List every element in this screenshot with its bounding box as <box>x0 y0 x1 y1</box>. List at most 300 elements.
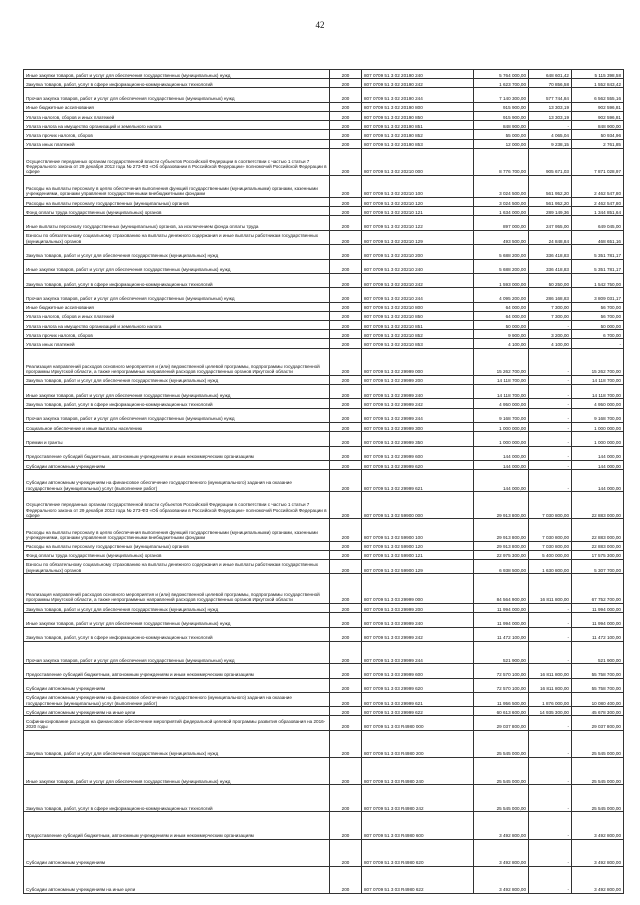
table-row <box>24 812 624 839</box>
table-row <box>24 348 624 375</box>
row-approved-amount-cell: 1 634 000,00 <box>474 207 529 216</box>
row-name-cell: Субсидии автономным учреждениям на финансовое обеспечение государственного (муниципального) задания на оказание государственных (муниципальных) услуг (выполнение работ) <box>24 470 330 492</box>
row-approved-amount-cell: 29 913 800,00 <box>474 492 529 519</box>
row-classification-code-cell: 807 0709 51 3 03 R4980 242 <box>362 785 474 812</box>
row-admin-code-cell: 200 <box>330 348 362 375</box>
row-name-cell: Социальное обеспечение и иные выплаты населению <box>24 422 330 431</box>
row-remaining-amount-cell: 5 351 781,17 <box>572 245 624 259</box>
row-name-cell: Прочая закупка товаров, работ и услуг для обеспечения государственных (муниципальных) нужд <box>24 408 330 422</box>
row-remaining-amount-cell: 5 307 700,00 <box>572 559 624 573</box>
row-executed-amount-cell: 70 856,58 <box>529 79 572 88</box>
row-approved-amount-cell: 3 024 500,00 <box>474 175 529 197</box>
page-number: 42 <box>315 20 325 30</box>
row-classification-code-cell: 807 0709 51 3 02 29999 244 <box>362 408 474 422</box>
table-row <box>24 207 624 216</box>
table-row <box>24 139 624 148</box>
table-row <box>24 375 624 384</box>
row-remaining-amount-cell: 3 492 800,00 <box>572 812 624 839</box>
row-classification-code-cell: 807 0709 51 3 02 20210 240 <box>362 259 474 273</box>
table-row <box>24 102 624 111</box>
row-executed-amount-cell: - <box>529 613 572 627</box>
row-name-cell: Закупка товаров, работ, услуг в сфере информационно-коммуникационных технологий <box>24 399 330 408</box>
table-row <box>24 148 624 175</box>
row-admin-code-cell: 200 <box>330 432 362 446</box>
row-admin-code-cell: 200 <box>330 79 362 88</box>
table-row <box>24 432 624 446</box>
table-row <box>24 302 624 311</box>
table-row <box>24 339 624 348</box>
table-row <box>24 70 624 79</box>
row-remaining-amount-cell: 1 542 750,00 <box>572 273 624 287</box>
row-classification-code-cell: 807 0709 51 3 02 20210 851 <box>362 321 474 330</box>
row-name-cell: Закупка товаров, работ, услуг в сфере информационно-коммуникационных технологий <box>24 273 330 287</box>
row-classification-code-cell: 807 0709 51 3 03 29999 622 <box>362 707 474 716</box>
row-remaining-amount-cell: 521 900,00 <box>572 642 624 664</box>
row-remaining-amount-cell: 56 700,00 <box>572 311 624 320</box>
row-remaining-amount-cell: 11 472 100,00 <box>572 627 624 641</box>
row-name-cell: Прочая закупка товаров, работ и услуг для обеспечения государственных (муниципальных) нужд <box>24 288 330 302</box>
row-name-cell: Расходы на выплаты персоналу государственных (муниципальных) органов <box>24 541 330 550</box>
row-admin-code-cell: 200 <box>330 541 362 550</box>
row-remaining-amount-cell: 6 700,00 <box>572 330 624 339</box>
row-admin-code-cell: 200 <box>330 422 362 431</box>
table-row <box>24 175 624 197</box>
row-name-cell: Осуществление переданных органам государственной власти субъектов Российской Федерации в соответствии с частью 1 статьи 7 Федерального закона от 29 декабря 2012 года № 273-ФЗ «Об образовании в Российской Федерации» полномочий Российской Федерации в сфере <box>24 492 330 519</box>
table-row <box>24 399 624 408</box>
row-approved-amount-cell: 8 776 700,00 <box>474 148 529 175</box>
row-classification-code-cell: 807 0709 51 3 02 20190 850 <box>362 111 474 120</box>
row-executed-amount-cell: 4 065,04 <box>529 130 572 139</box>
row-name-cell: Реализация направлений расходов основного мероприятия и (или) ведомственной целевой программы, подпрограммы государственной программы Иркутской области, а также непрограммных направлений расходов государственных органов Иркутской области <box>24 348 330 375</box>
row-executed-amount-cell: - <box>529 321 572 330</box>
table-row <box>24 288 624 302</box>
row-admin-code-cell: 200 <box>330 716 362 730</box>
row-executed-amount-cell: 7 030 800,00 <box>529 541 572 550</box>
row-approved-amount-cell: 15 262 700,00 <box>474 348 529 375</box>
row-executed-amount-cell: 4 100,00 <box>529 339 572 348</box>
row-name-cell: Закупка товаров, работ и услуг для обеспечения государственных (муниципальных) нужд <box>24 245 330 259</box>
row-name-cell: Уплата прочих налогов, сборов <box>24 330 330 339</box>
row-executed-amount-cell: 5 400 000,00 <box>529 550 572 559</box>
row-remaining-amount-cell: 902 596,81 <box>572 111 624 120</box>
table-row <box>24 311 624 320</box>
row-remaining-amount-cell: 468 651,16 <box>572 230 624 244</box>
table-row <box>24 408 624 422</box>
row-admin-code-cell: 200 <box>330 311 362 320</box>
row-remaining-amount-cell: 56 700,00 <box>572 302 624 311</box>
row-remaining-amount-cell: 5 351 781,17 <box>572 259 624 273</box>
row-admin-code-cell: 200 <box>330 559 362 573</box>
row-admin-code-cell: 200 <box>330 302 362 311</box>
row-name-cell: Прочая закупка товаров, работ и услуг для обеспечения государственных (муниципальных) нужд <box>24 88 330 102</box>
row-remaining-amount-cell: 1 000 000,00 <box>572 422 624 431</box>
row-executed-amount-cell: - <box>529 422 572 431</box>
row-approved-amount-cell: 9 900,00 <box>474 330 529 339</box>
row-admin-code-cell: 200 <box>330 230 362 244</box>
row-classification-code-cell: 807 0709 51 3 02 20210 852 <box>362 330 474 339</box>
row-executed-amount-cell: - <box>529 866 572 893</box>
row-admin-code-cell: 200 <box>330 148 362 175</box>
row-classification-code-cell: 807 0709 51 3 02 20210 000 <box>362 148 474 175</box>
row-executed-amount-cell: 289 149,36 <box>529 207 572 216</box>
row-admin-code-cell: 200 <box>330 574 362 604</box>
row-classification-code-cell: 807 0709 51 3 02 20210 120 <box>362 197 474 206</box>
row-admin-code-cell: 200 <box>330 216 362 230</box>
row-admin-code-cell: 200 <box>330 175 362 197</box>
row-approved-amount-cell: 14 118 700,00 <box>474 375 529 384</box>
row-executed-amount-cell: 50 250,00 <box>529 273 572 287</box>
row-name-cell: Фонд оплаты труда государственных (муниципальных) органов <box>24 207 330 216</box>
row-remaining-amount-cell: 2 761,85 <box>572 139 624 148</box>
row-classification-code-cell: 807 0709 51 3 02 20210 800 <box>362 302 474 311</box>
row-approved-amount-cell: 144 000,00 <box>474 470 529 492</box>
row-remaining-amount-cell: - <box>572 339 624 348</box>
row-executed-amount-cell: - <box>529 730 572 757</box>
row-name-cell: Иные выплаты персоналу государственных (муниципальных) органов, за исключением фонда оплаты труда <box>24 216 330 230</box>
row-admin-code-cell: 200 <box>330 259 362 273</box>
table-row <box>24 273 624 287</box>
row-approved-amount-cell: 5 688 200,00 <box>474 259 529 273</box>
row-approved-amount-cell: 29 913 800,00 <box>474 541 529 550</box>
table-row <box>24 492 624 519</box>
row-name-cell: Взносы по обязательному социальному страхованию на выплаты денежного содержания и иные выплаты работникам государственных (муниципальных) органов <box>24 559 330 573</box>
row-classification-code-cell: 807 0709 51 3 03 R4980 200 <box>362 730 474 757</box>
row-classification-code-cell: 807 0709 51 3 03 R4980 620 <box>362 839 474 866</box>
row-admin-code-cell: 200 <box>330 519 362 541</box>
row-approved-amount-cell: 6 938 500,00 <box>474 559 529 573</box>
row-executed-amount-cell: - <box>529 408 572 422</box>
row-executed-amount-cell: - <box>529 470 572 492</box>
row-remaining-amount-cell: 1 344 851,64 <box>572 207 624 216</box>
row-remaining-amount-cell: 29 037 800,00 <box>572 716 624 730</box>
row-remaining-amount-cell: 55 758 700,00 <box>572 678 624 692</box>
row-classification-code-cell: 807 0709 51 3 02 59900 121 <box>362 550 474 559</box>
row-admin-code-cell: 200 <box>330 492 362 519</box>
row-approved-amount-cell: 1 623 700,00 <box>474 79 529 88</box>
row-name-cell: Реализация направлений расходов основного мероприятия и (или) ведомственной целевой программы, подпрограммы государственной программы Иркутской области, а также непрограммных направлений расходов государственных органов Иркутской области <box>24 574 330 604</box>
row-admin-code-cell: 200 <box>330 70 362 79</box>
row-remaining-amount-cell: 144 000,00 <box>572 470 624 492</box>
row-admin-code-cell: 200 <box>330 330 362 339</box>
table-row <box>24 613 624 627</box>
row-admin-code-cell: 200 <box>330 88 362 102</box>
row-executed-amount-cell: - <box>529 375 572 384</box>
table-row <box>24 707 624 716</box>
row-admin-code-cell: 200 <box>330 604 362 613</box>
row-name-cell: Закупка товаров, работ, услуг в сфере информационно-коммуникационных технологий <box>24 79 330 88</box>
row-classification-code-cell: 807 0709 51 3 02 59900 129 <box>362 559 474 573</box>
row-name-cell: Иные бюджетные ассигнования <box>24 302 330 311</box>
row-remaining-amount-cell: 3 492 800,00 <box>572 866 624 893</box>
row-admin-code-cell: 200 <box>330 707 362 716</box>
row-executed-amount-cell: 648 601,42 <box>529 70 572 79</box>
row-classification-code-cell: 807 0709 51 3 02 29999 350 <box>362 432 474 446</box>
row-classification-code-cell: 807 0709 51 3 02 29999 000 <box>362 348 474 375</box>
row-remaining-amount-cell: 1 000 000,00 <box>572 432 624 446</box>
row-classification-code-cell: 807 0709 51 3 03 R4980 240 <box>362 758 474 785</box>
row-admin-code-cell: 200 <box>330 642 362 664</box>
row-approved-amount-cell: 11 956 500,00 <box>474 692 529 706</box>
row-admin-code-cell: 200 <box>330 288 362 302</box>
row-remaining-amount-cell: 3 809 031,17 <box>572 288 624 302</box>
row-admin-code-cell: 200 <box>330 197 362 206</box>
row-remaining-amount-cell: 649 045,00 <box>572 216 624 230</box>
row-remaining-amount-cell: 10 080 400,00 <box>572 692 624 706</box>
row-approved-amount-cell: 3 492 800,00 <box>474 812 529 839</box>
row-classification-code-cell: 807 0709 51 3 03 29999 244 <box>362 642 474 664</box>
row-classification-code-cell: 807 0709 51 3 03 R4980 622 <box>362 866 474 893</box>
row-classification-code-cell: 807 0709 51 3 02 59900 120 <box>362 541 474 550</box>
table-row <box>24 730 624 757</box>
row-name-cell: Закупка товаров, работ и услуг для обеспечения государственных (муниципальных) нужд <box>24 730 330 757</box>
row-classification-code-cell: 807 0709 51 3 02 29999 240 <box>362 385 474 399</box>
row-remaining-amount-cell: 1 552 843,42 <box>572 79 624 88</box>
row-executed-amount-cell: 7 030 800,00 <box>529 492 572 519</box>
row-executed-amount-cell: 561 952,20 <box>529 197 572 206</box>
row-name-cell: Уплата иных платежей <box>24 339 330 348</box>
row-admin-code-cell: 200 <box>330 375 362 384</box>
table-row <box>24 216 624 230</box>
row-approved-amount-cell: 1 000 000,00 <box>474 422 529 431</box>
row-classification-code-cell: 807 0709 51 3 02 20210 244 <box>362 288 474 302</box>
table-row <box>24 385 624 399</box>
table-row <box>24 130 624 139</box>
row-classification-code-cell: 807 0709 51 3 03 29999 600 <box>362 664 474 678</box>
row-approved-amount-cell: 144 000,00 <box>474 446 529 460</box>
row-approved-amount-cell: 64 000,00 <box>474 302 529 311</box>
row-remaining-amount-cell: 902 596,81 <box>572 102 624 111</box>
row-approved-amount-cell: 5 688 200,00 <box>474 245 529 259</box>
row-name-cell: Фонд оплаты труда государственных (муниципальных) органов <box>24 550 330 559</box>
row-classification-code-cell: 807 0709 51 3 02 20190 240 <box>362 70 474 79</box>
row-executed-amount-cell: 1 630 800,00 <box>529 559 572 573</box>
table-row <box>24 627 624 641</box>
row-name-cell: Иные закупки товаров, работ и услуг для обеспечения государственных (муниципальных) нужд <box>24 613 330 627</box>
row-admin-code-cell: 200 <box>330 139 362 148</box>
row-classification-code-cell: 807 0709 51 3 02 59900 000 <box>362 492 474 519</box>
row-remaining-amount-cell: 144 000,00 <box>572 460 624 469</box>
row-executed-amount-cell: 247 955,00 <box>529 216 572 230</box>
row-classification-code-cell: 807 0709 51 3 02 20190 242 <box>362 79 474 88</box>
row-remaining-amount-cell: 25 545 000,00 <box>572 758 624 785</box>
row-admin-code-cell: 200 <box>330 121 362 130</box>
row-remaining-amount-cell: 14 118 700,00 <box>572 385 624 399</box>
row-executed-amount-cell: - <box>529 758 572 785</box>
row-executed-amount-cell: 577 744,84 <box>529 88 572 102</box>
row-executed-amount-cell: - <box>529 839 572 866</box>
row-name-cell: Расходы на выплаты персоналу в целях обеспечения выполнения функций государственными (муниципальными) органами, казенными учреждениями, органами управления государственными внебюджетными фондами <box>24 519 330 541</box>
row-remaining-amount-cell: 22 883 000,00 <box>572 519 624 541</box>
row-classification-code-cell: 807 0709 51 3 02 20210 129 <box>362 230 474 244</box>
row-name-cell: Иные бюджетные ассигнования <box>24 102 330 111</box>
row-classification-code-cell: 807 0709 51 3 02 20210 100 <box>362 175 474 197</box>
row-admin-code-cell: 200 <box>330 130 362 139</box>
row-name-cell: Осуществление переданных органам государственной власти субъектов Российской Федерации в соответствии с частью 1 статьи 7 Федерального закона от 29 декабря 2012 года № 273-ФЗ «Об образовании в Российской Федерации» полномочий Российской Федерации в сфере <box>24 148 330 175</box>
row-name-cell: Уплата прочих налогов, сборов <box>24 130 330 139</box>
row-name-cell: Закупка товаров, работ и услуг для обеспечения государственных (муниципальных) нужд <box>24 375 330 384</box>
row-approved-amount-cell: 7 140 300,00 <box>474 88 529 102</box>
row-admin-code-cell: 200 <box>330 385 362 399</box>
row-executed-amount-cell: - <box>529 348 572 375</box>
row-classification-code-cell: 807 0709 51 3 03 29999 620 <box>362 678 474 692</box>
row-remaining-amount-cell: 2 462 547,80 <box>572 197 624 206</box>
row-classification-code-cell: 807 0709 51 3 03 29999 242 <box>362 627 474 641</box>
row-approved-amount-cell: 25 545 000,00 <box>474 785 529 812</box>
row-remaining-amount-cell: 2 462 547,80 <box>572 175 624 197</box>
table-row <box>24 460 624 469</box>
row-classification-code-cell: 807 0709 51 3 02 20190 852 <box>362 130 474 139</box>
row-approved-amount-cell: 29 913 800,00 <box>474 519 529 541</box>
table-row <box>24 259 624 273</box>
row-admin-code-cell: 200 <box>330 613 362 627</box>
row-executed-amount-cell: 561 952,20 <box>529 175 572 197</box>
row-approved-amount-cell: 55 000,00 <box>474 130 529 139</box>
table-row <box>24 550 624 559</box>
row-classification-code-cell: 807 0709 51 3 02 59900 100 <box>362 519 474 541</box>
row-admin-code-cell: 200 <box>330 758 362 785</box>
table-row <box>24 839 624 866</box>
row-name-cell: Иные закупки товаров, работ и услуг для обеспечения государственных (муниципальных) нужд <box>24 758 330 785</box>
row-approved-amount-cell: 4 950 000,00 <box>474 399 529 408</box>
table-row <box>24 470 624 492</box>
row-executed-amount-cell: - <box>529 460 572 469</box>
row-name-cell: Предоставление субсидий бюджетным, автономным учреждениям и иным некоммерческим организациям <box>24 812 330 839</box>
row-executed-amount-cell: 336 418,83 <box>529 245 572 259</box>
row-name-cell: Закупка товаров, работ, услуг в сфере информационно-коммуникационных технологий <box>24 785 330 812</box>
row-remaining-amount-cell: 50 000,00 <box>572 321 624 330</box>
table-row <box>24 79 624 88</box>
row-approved-amount-cell: 25 545 000,00 <box>474 730 529 757</box>
row-name-cell: Софинансирование расходов на финансовое обеспечение мероприятий федеральной целевой программы развития образования на 2016-2020 годы <box>24 716 330 730</box>
row-executed-amount-cell: 16 811 800,00 <box>529 678 572 692</box>
row-remaining-amount-cell: 14 118 700,00 <box>572 375 624 384</box>
budget-table-body <box>24 70 624 894</box>
row-classification-code-cell: 807 0709 51 3 02 20210 200 <box>362 245 474 259</box>
row-remaining-amount-cell: 50 934,96 <box>572 130 624 139</box>
row-classification-code-cell: 807 0709 51 3 03 R4980 000 <box>362 716 474 730</box>
row-name-cell: Расходы на выплаты персоналу в целях обеспечения выполнения функций государственными (муниципальными) органами, казенными учреждениями, органами управления государственными внебюджетными фондами <box>24 175 330 197</box>
row-executed-amount-cell: 9 238,15 <box>529 139 572 148</box>
row-approved-amount-cell: 915 900,00 <box>474 102 529 111</box>
row-executed-amount-cell: - <box>529 716 572 730</box>
row-executed-amount-cell: - <box>529 385 572 399</box>
row-classification-code-cell: 807 0709 51 3 03 29999 200 <box>362 604 474 613</box>
row-executed-amount-cell: - <box>529 432 572 446</box>
row-admin-code-cell: 200 <box>330 399 362 408</box>
row-name-cell: Уплата иных платежей <box>24 139 330 148</box>
row-classification-code-cell: 807 0709 51 3 02 20210 242 <box>362 273 474 287</box>
row-approved-amount-cell: 64 000,00 <box>474 311 529 320</box>
row-executed-amount-cell: - <box>529 785 572 812</box>
row-admin-code-cell: 200 <box>330 207 362 216</box>
table-row <box>24 446 624 460</box>
table-row <box>24 330 624 339</box>
table-row <box>24 321 624 330</box>
row-approved-amount-cell: 11 472 100,00 <box>474 627 529 641</box>
row-approved-amount-cell: 11 994 000,00 <box>474 613 529 627</box>
row-executed-amount-cell: - <box>529 812 572 839</box>
row-classification-code-cell: 807 0709 51 3 02 29999 600 <box>362 446 474 460</box>
row-approved-amount-cell: 4 100,00 <box>474 339 529 348</box>
row-name-cell: Субсидии автономным учреждениям <box>24 839 330 866</box>
row-executed-amount-cell: - <box>529 121 572 130</box>
row-admin-code-cell: 200 <box>330 339 362 348</box>
table-row <box>24 422 624 431</box>
row-name-cell: Предоставление субсидий бюджетным, автономным учреждениям и иным некоммерческим организациям <box>24 664 330 678</box>
row-classification-code-cell: 807 0709 51 3 02 20190 244 <box>362 88 474 102</box>
row-name-cell: Премии и гранты <box>24 432 330 446</box>
table-row <box>24 559 624 573</box>
row-admin-code-cell: 200 <box>330 678 362 692</box>
row-name-cell: Взносы по обязательному социальному страхованию на выплаты денежного содержания и иные выплаты работникам государственных (муниципальных) органов <box>24 230 330 244</box>
row-classification-code-cell: 807 0709 51 3 02 29999 621 <box>362 470 474 492</box>
row-executed-amount-cell: 13 303,19 <box>529 102 572 111</box>
table-row <box>24 574 624 604</box>
row-remaining-amount-cell: 11 994 000,00 <box>572 613 624 627</box>
row-classification-code-cell: 807 0709 51 3 02 20190 853 <box>362 139 474 148</box>
row-remaining-amount-cell: 45 678 300,00 <box>572 707 624 716</box>
row-classification-code-cell: 807 0709 51 3 02 20210 122 <box>362 216 474 230</box>
row-admin-code-cell: 200 <box>330 321 362 330</box>
row-approved-amount-cell: 848 900,00 <box>474 121 529 130</box>
table-row <box>24 716 624 730</box>
row-executed-amount-cell: 286 168,83 <box>529 288 572 302</box>
row-classification-code-cell: 807 0709 51 3 02 20210 853 <box>362 339 474 348</box>
row-name-cell: Уплата налогов, сборов и иных платежей <box>24 311 330 320</box>
row-executed-amount-cell: 16 811 800,00 <box>529 574 572 604</box>
row-admin-code-cell: 200 <box>330 273 362 287</box>
row-remaining-amount-cell: 11 994 000,00 <box>572 604 624 613</box>
table-row <box>24 664 624 678</box>
row-name-cell: Предоставление субсидий бюджетным, автономным учреждениям и иным некоммерческим организациям <box>24 446 330 460</box>
row-remaining-amount-cell: 17 575 300,00 <box>572 550 624 559</box>
row-name-cell: Закупка товаров, работ, услуг в сфере информационно-коммуникационных технологий <box>24 627 330 641</box>
row-executed-amount-cell: 905 671,03 <box>529 148 572 175</box>
row-remaining-amount-cell: 9 168 700,00 <box>572 408 624 422</box>
row-admin-code-cell: 200 <box>330 839 362 866</box>
row-approved-amount-cell: 50 000,00 <box>474 321 529 330</box>
row-remaining-amount-cell: 144 000,00 <box>572 446 624 460</box>
row-remaining-amount-cell: 25 545 000,00 <box>572 785 624 812</box>
row-name-cell: Субсидии автономным учреждениям <box>24 460 330 469</box>
table-row <box>24 88 624 102</box>
row-admin-code-cell: 200 <box>330 692 362 706</box>
row-admin-code-cell: 200 <box>330 785 362 812</box>
row-name-cell: Субсидии автономным учреждениям на иные цели <box>24 866 330 893</box>
row-executed-amount-cell: 7 300,00 <box>529 311 572 320</box>
row-admin-code-cell: 200 <box>330 111 362 120</box>
row-remaining-amount-cell: 7 871 028,97 <box>572 148 624 175</box>
row-approved-amount-cell: 3 492 800,00 <box>474 866 529 893</box>
row-admin-code-cell: 200 <box>330 470 362 492</box>
row-admin-code-cell: 200 <box>330 102 362 111</box>
row-approved-amount-cell: 4 095 200,00 <box>474 288 529 302</box>
row-name-cell: Иные закупки товаров, работ и услуг для обеспечения государственных (муниципальных) нужд <box>24 70 330 79</box>
row-approved-amount-cell: 22 975 300,00 <box>474 550 529 559</box>
row-remaining-amount-cell: 4 950 000,00 <box>572 399 624 408</box>
row-name-cell: Уплата налога на имущество организаций и земельного налога <box>24 121 330 130</box>
row-remaining-amount-cell: 5 115 398,58 <box>572 70 624 79</box>
row-approved-amount-cell: 12 000,00 <box>474 139 529 148</box>
table-row <box>24 111 624 120</box>
row-approved-amount-cell: 915 900,00 <box>474 111 529 120</box>
row-approved-amount-cell: 84 564 900,00 <box>474 574 529 604</box>
row-approved-amount-cell: 60 613 600,00 <box>474 707 529 716</box>
row-classification-code-cell: 807 0709 51 3 03 29999 240 <box>362 613 474 627</box>
row-admin-code-cell: 200 <box>330 460 362 469</box>
row-approved-amount-cell: 14 118 700,00 <box>474 385 529 399</box>
row-approved-amount-cell: 493 500,00 <box>474 230 529 244</box>
